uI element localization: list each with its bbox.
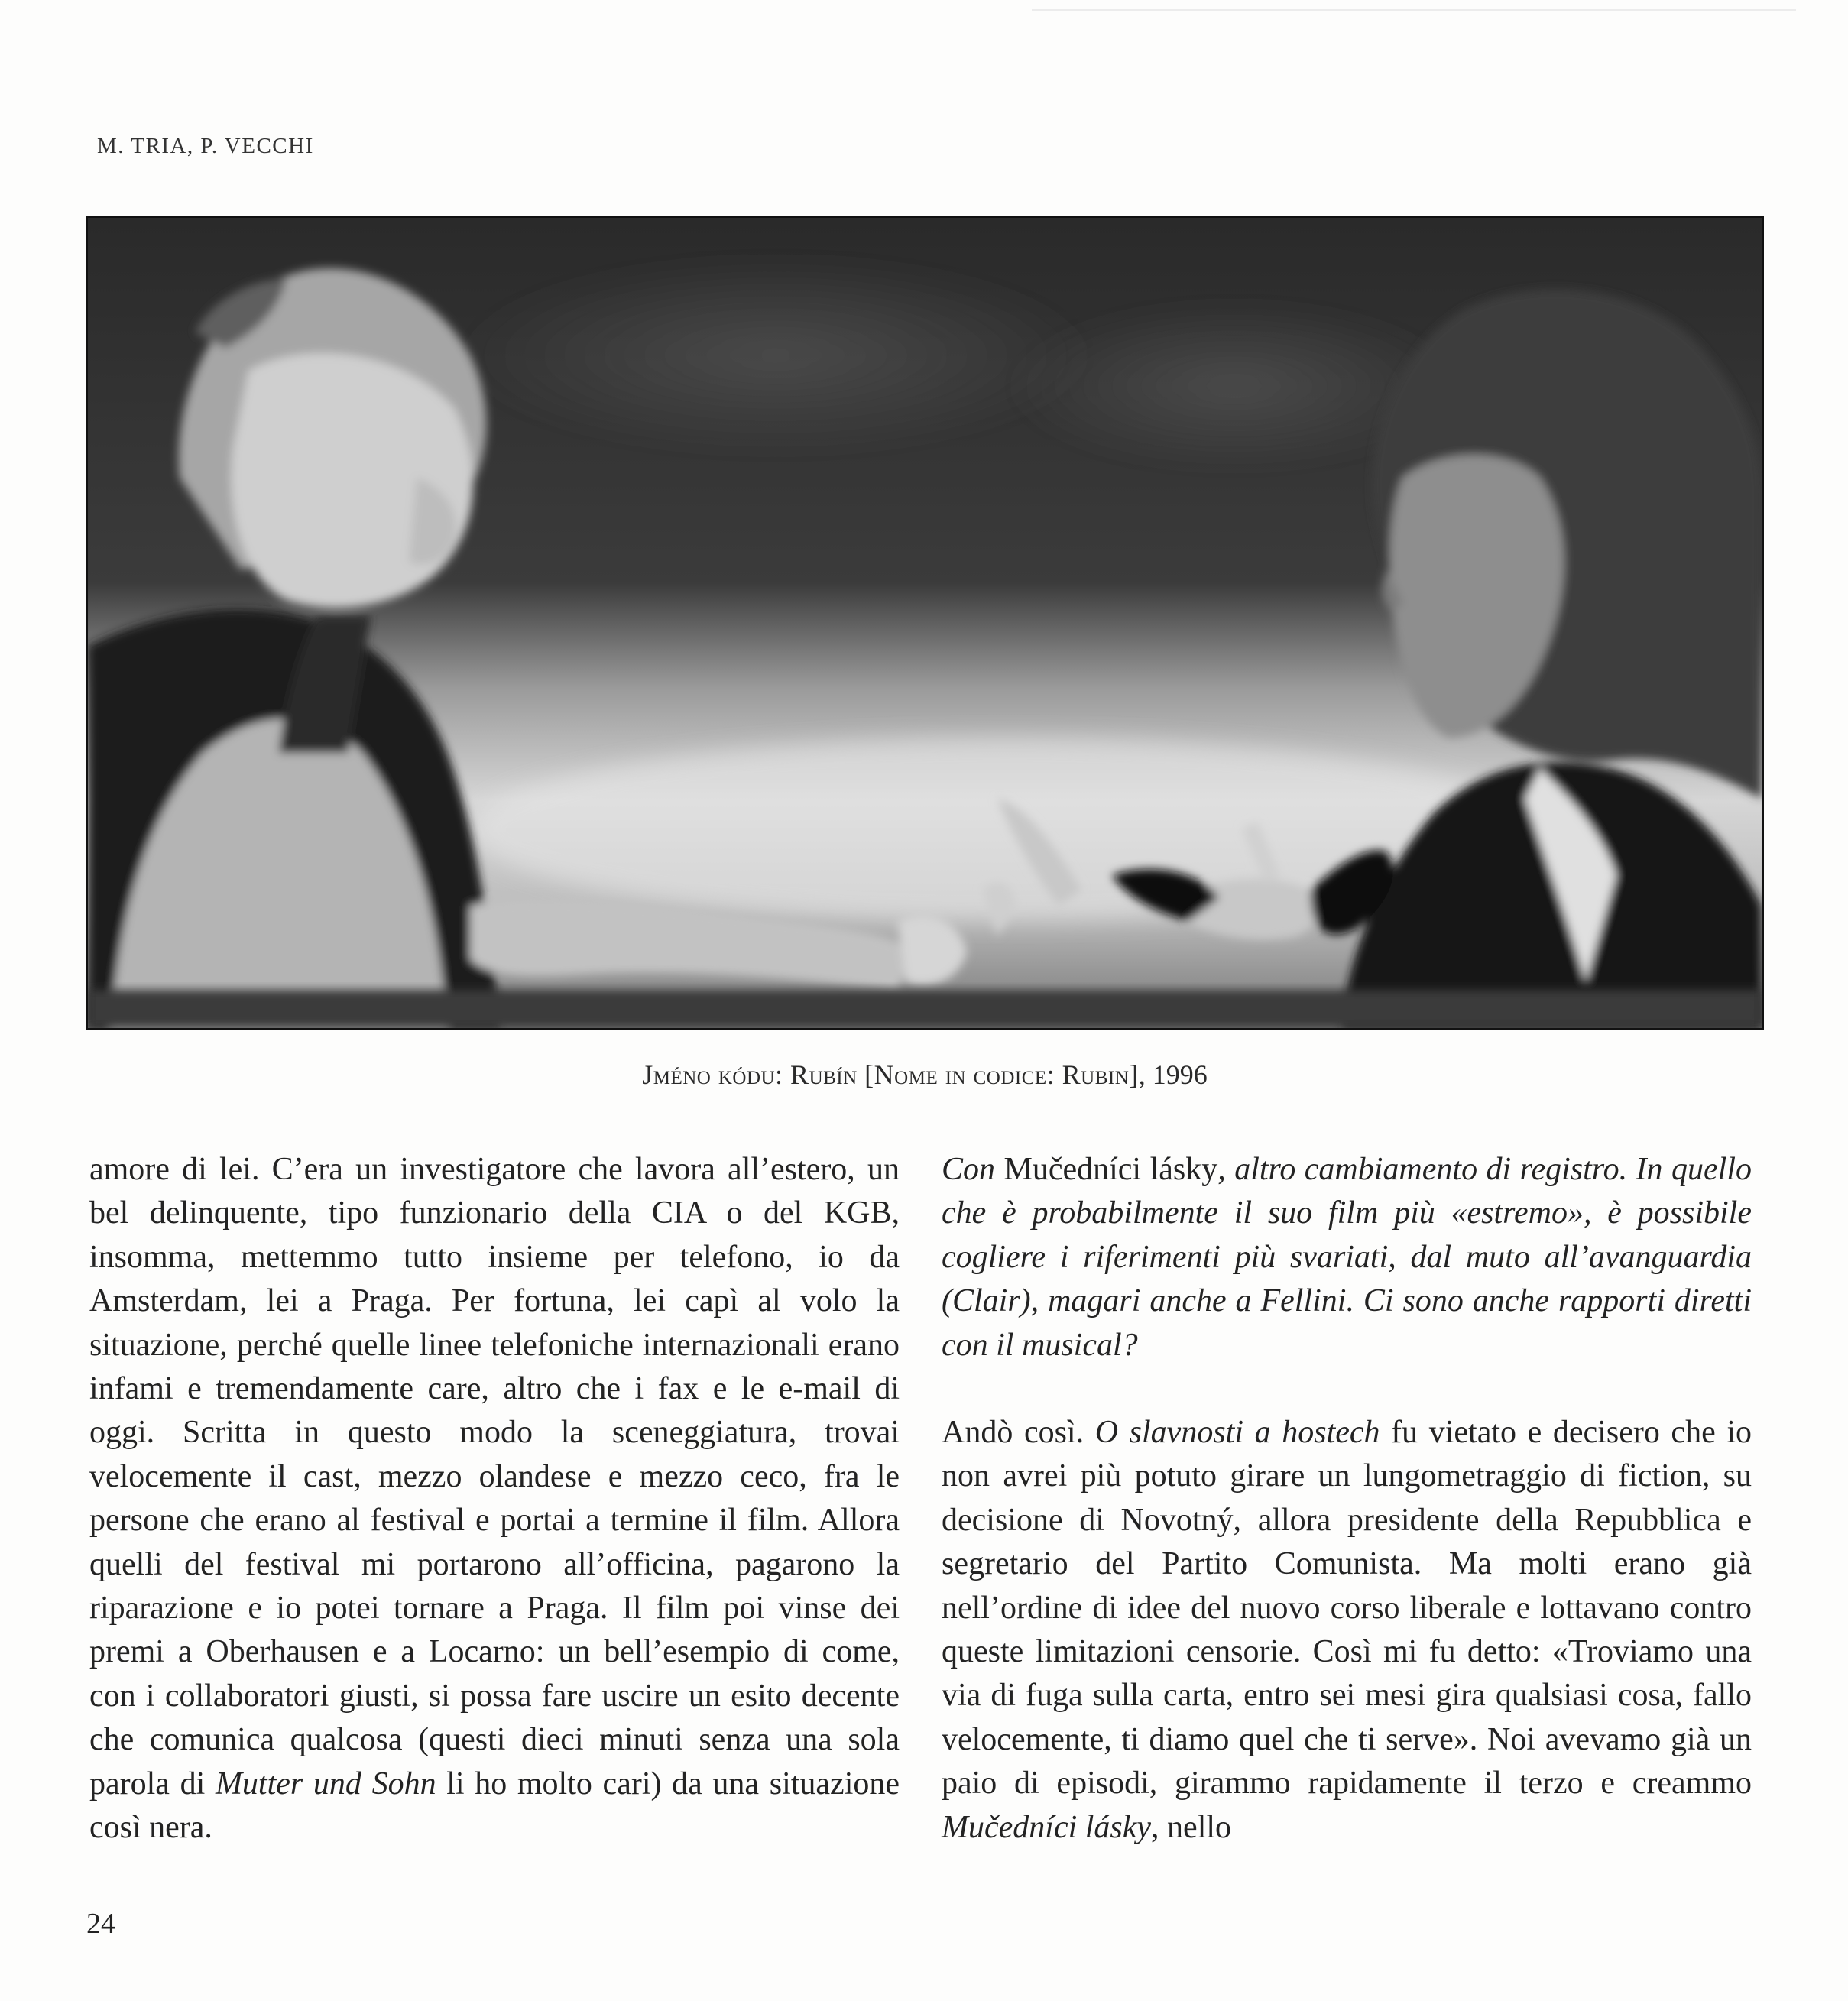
left-column [89,1148,900,1850]
right-column [942,1148,1752,1850]
answer-middle: fu vietato e decisero che io non avrei più potuto girare un lungometraggio di fiction, su decisione di Novotný, allora presidente della Repubblica e segretario del Partito Comunista. Ma molti erano già nell’ordine di idee del nuovo corso liberale e lottavano contro queste limitazioni censorie. Così mi fu detto: «Troviamo una via di fuga sulla carta, entro sei mesi gira qualsiasi cosa, fallo velocemente, ti diamo quel che ti serve». Noi avevamo già un paio di episodi, girammo rapidamente il terzo e creammo [942,1415,1752,1802]
left-paragraph-text: amore di lei. C’era un investigatore che lavora all’estero, un bel delinquente, tipo funzionario della CIA o del KGB, insomma, mettemmo tutto insieme per telefono, io da Amsterdam, lei a Praga. Per fortuna, lei capì al volo la situazione, perché quelle linee telefoniche internazionali erano infami e tremendamente care, altro che i fax e le e-mail di oggi. Scritta in questo modo la sceneggiatura, trovai velocemente il cast, mezzo olandese e mezzo ceco, fra le persone che erano al festival e portai a termine il film. Allora quelli del festival mi portarono all’officina, pagarono la riparazione e io potei tornare a Praga. Il film poi vinse dei premi a Oberhausen e a Locarno: un bell’esempio di come, con i collaboratori giusti, si possa fare uscire un esito decente che comunica qualcosa (questi dieci minuti senza una sola parola di [89,1152,900,1802]
top-rule [1032,9,1796,11]
caption-year: , 1996 [1138,1059,1208,1090]
page-number: 24 [86,1908,115,1940]
left-paragraph-end: li ho molto cari) da una situazione così nera. [89,1766,900,1846]
answer-end: , nello [1151,1809,1232,1845]
question-prefix: Con [942,1152,1004,1187]
answer-film-title-2: Mučedníci lásky [942,1809,1152,1845]
question-text: , altro cambiamento di registro. In quello che è probabilmente il suo film più «estremo», è possibile cogliere i riferimenti più svariati, dal muto all’avanguardia (Clair), magari anche a Fellini. Ci sono anche rapporti diretti con il musical? [942,1152,1752,1363]
film-still-image [88,218,1762,1028]
film-title-mutter-und-sohn: Mutter und Sohn [215,1766,436,1802]
interview-answer [942,1411,1752,1850]
answer-start: Andò così. [942,1415,1095,1451]
left-paragraph [89,1148,900,1850]
answer-film-title-1: O slavnosti a hostech [1094,1415,1380,1451]
question-film-title: Mučedníci lásky [1003,1152,1218,1187]
caption-title: Jméno kódu: Rubín [Nome in codice: Rubin] [642,1059,1139,1090]
interview-question [942,1148,1752,1367]
running-head: M. TRIA, P. VECCHI [97,134,314,158]
figure-caption [88,1059,1762,1091]
film-still-photo [88,218,1762,1028]
